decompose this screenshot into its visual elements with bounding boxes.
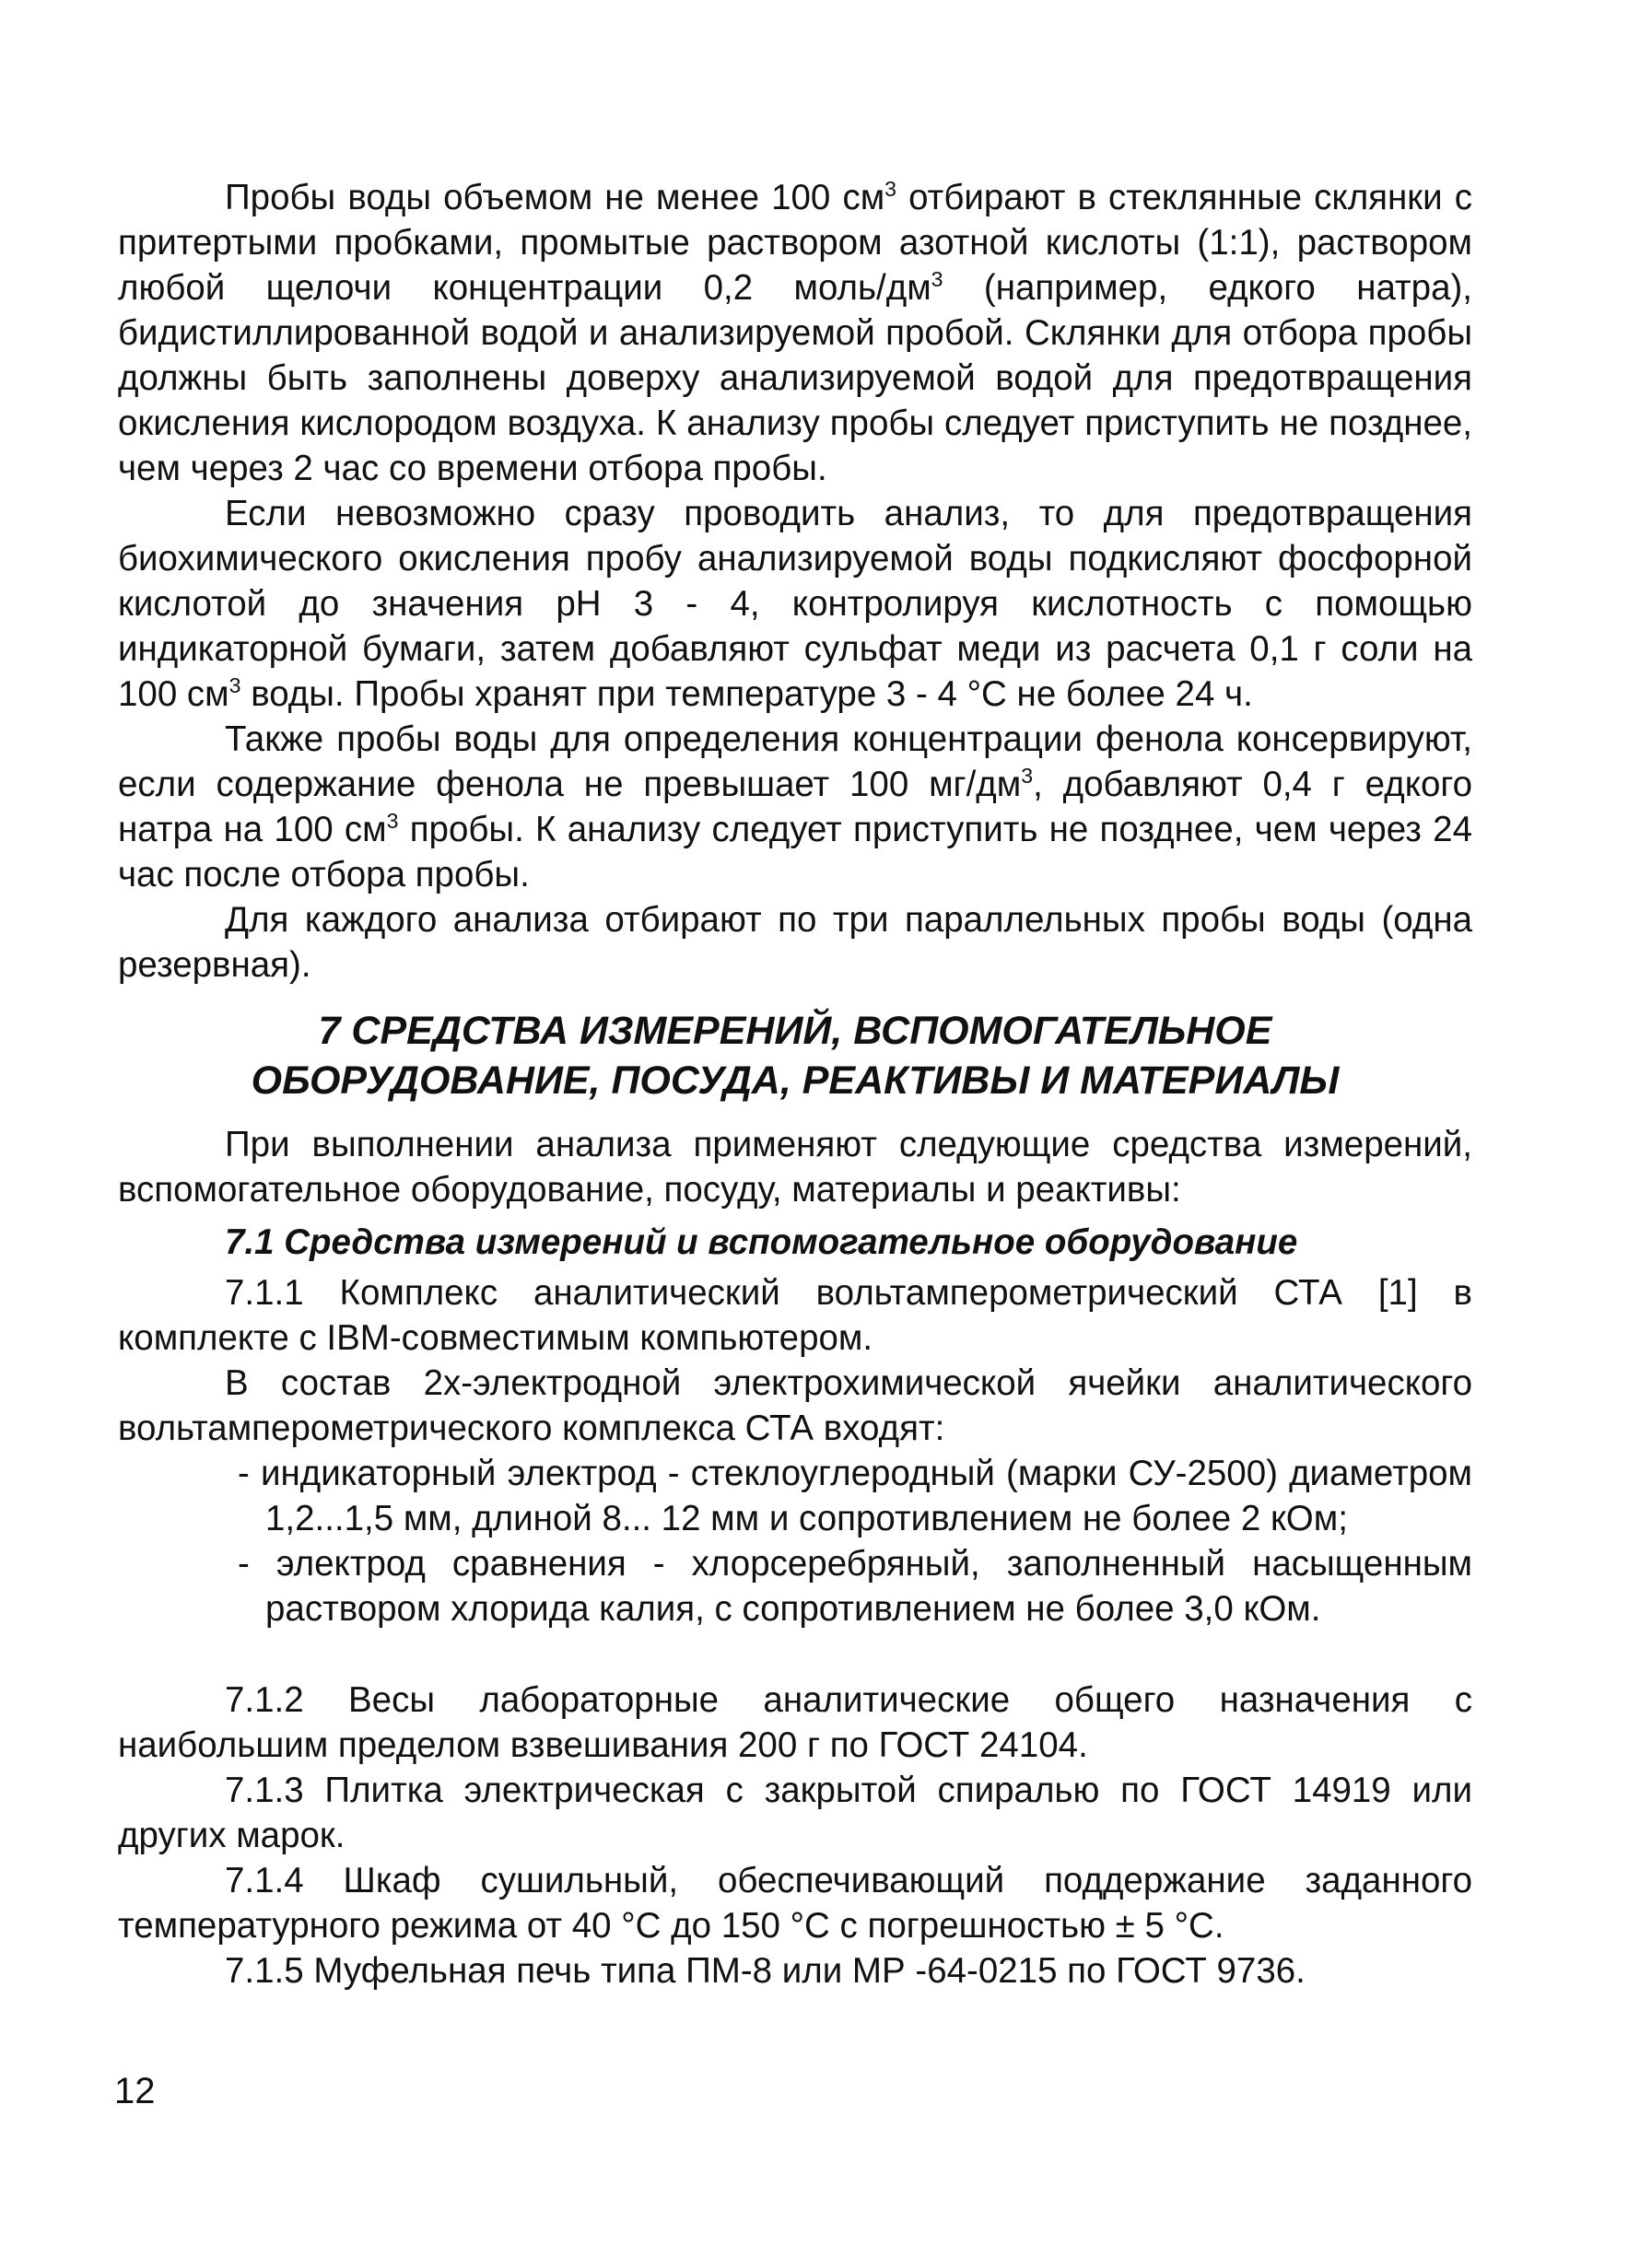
item-7-1-5: 7.1.5 Муфельная печь типа ПМ-8 или МР -64-0215 по ГОСТ 9736.	[225, 1951, 1306, 1991]
text: Также пробы воды для определения концентрации фенола консервируют, если содержание фенола не превышает 100 мг/дм	[118, 719, 1472, 804]
subsection-heading: 7.1 Средства измерений и вспомогательное оборудование	[225, 1222, 1298, 1262]
paragraph-phenol	[118, 717, 1472, 897]
superscript: 3	[884, 177, 897, 202]
item-7-1-2: 7.1.2 Весы лабораторные аналитические общего назначения с наибольшим пределом взвешивания 200 г по ГОСТ 24104.	[118, 1680, 1472, 1765]
text: Если невозможно сразу проводить анализ, то для предотвращения биохимического окисления пробу анализируемой воды подкисляют фосфорной кислотой до значения рН 3 - 4, контролируя кислотность с помощью индикаторной бумаги, затем добавляют сульфат меди из расчета 0,1 г соли на 100 см	[118, 494, 1472, 714]
section-intro: При выполнении анализа применяют следующие средства измерений, вспомогательное оборудование, посуду, материалы и реактивы:	[118, 1125, 1472, 1210]
paragraph-parallel-samples	[118, 897, 1472, 988]
section-heading-line: 7 СРЕДСТВА ИЗМЕРЕНИЙ, ВСПОМОГАТЕЛЬНОЕ	[318, 1009, 1272, 1053]
text: пробы. К анализу следует приступить не позднее, чем через 24 час после отбора пробы.	[118, 810, 1472, 894]
list-item: - электрод сравнения - хлорсеребряный, заполненный насыщенным раствором хлорида калия, с сопротивлением не более 3,0 кОм.	[238, 1544, 1472, 1629]
section-heading	[118, 1006, 1472, 1105]
text: Пробы воды объемом не менее 100 см	[225, 178, 885, 217]
text: отбирают в стеклянные склянки с притертыми пробками, промытые раствором азотной кислоты (1:1), раствором любой щелочи концентрации 0,2 моль/дм	[118, 178, 1472, 308]
spacer	[118, 1631, 1472, 1678]
cell-composition-intro: В состав 2х-электродной электрохимической ячейки аналитического вольтамперометрического комплекса СТА входят:	[118, 1363, 1472, 1448]
item-7-1-3: 7.1.3 Плитка электрическая с закрытой спиралью по ГОСТ 14919 или других марок.	[118, 1771, 1472, 1855]
text: Для каждого анализа отбирают по три параллельных пробы воды (одна резервная).	[118, 900, 1472, 985]
item-7-1-4: 7.1.4 Шкаф сушильный, обеспечивающий поддержание заданного температурного режима от 40 °С до 150 °С с погрешностью ± 5 °С.	[118, 1861, 1472, 1946]
superscript: 3	[931, 267, 943, 292]
page-content	[118, 175, 1472, 1993]
paragraph-preservation	[118, 491, 1472, 717]
page-number: 12	[114, 2071, 156, 2111]
list-item: - индикаторный электрод - стеклоуглеродный (марки СУ-2500) диаметром 1,2...1,5 мм, длиной 8... 12 мм и сопротивлением не более 2 кОм;	[238, 1454, 1472, 1538]
text: , добавляют 0,4 г едкого натра на 100 см	[118, 765, 1473, 849]
section-heading-line: ОБОРУДОВАНИЕ, ПОСУДА, РЕАКТИВЫ И МАТЕРИАЛЫ	[251, 1058, 1340, 1103]
superscript: 3	[1021, 764, 1034, 789]
superscript: 3	[228, 673, 241, 698]
text: воды. Пробы хранят при температуре 3 - 4 °С не более 24 ч.	[240, 674, 1253, 714]
text: (например, едкого натра), бидистиллированной водой и анализируемой пробой. Склянки для отбора пробы должны быть заполнены доверху анализируемой водой для предотвращения окисления кислородом воздуха. К анализу пробы следует приступить не позднее, чем через 2 час со времени отбора пробы.	[118, 268, 1473, 488]
paragraph-sampling	[118, 175, 1472, 491]
item-7-1-1: 7.1.1 Комплекс аналитический вольтамперометрический СТА [1] в комплекте с IBM-совместимым компьютером.	[118, 1273, 1472, 1358]
superscript: 3	[386, 809, 399, 834]
